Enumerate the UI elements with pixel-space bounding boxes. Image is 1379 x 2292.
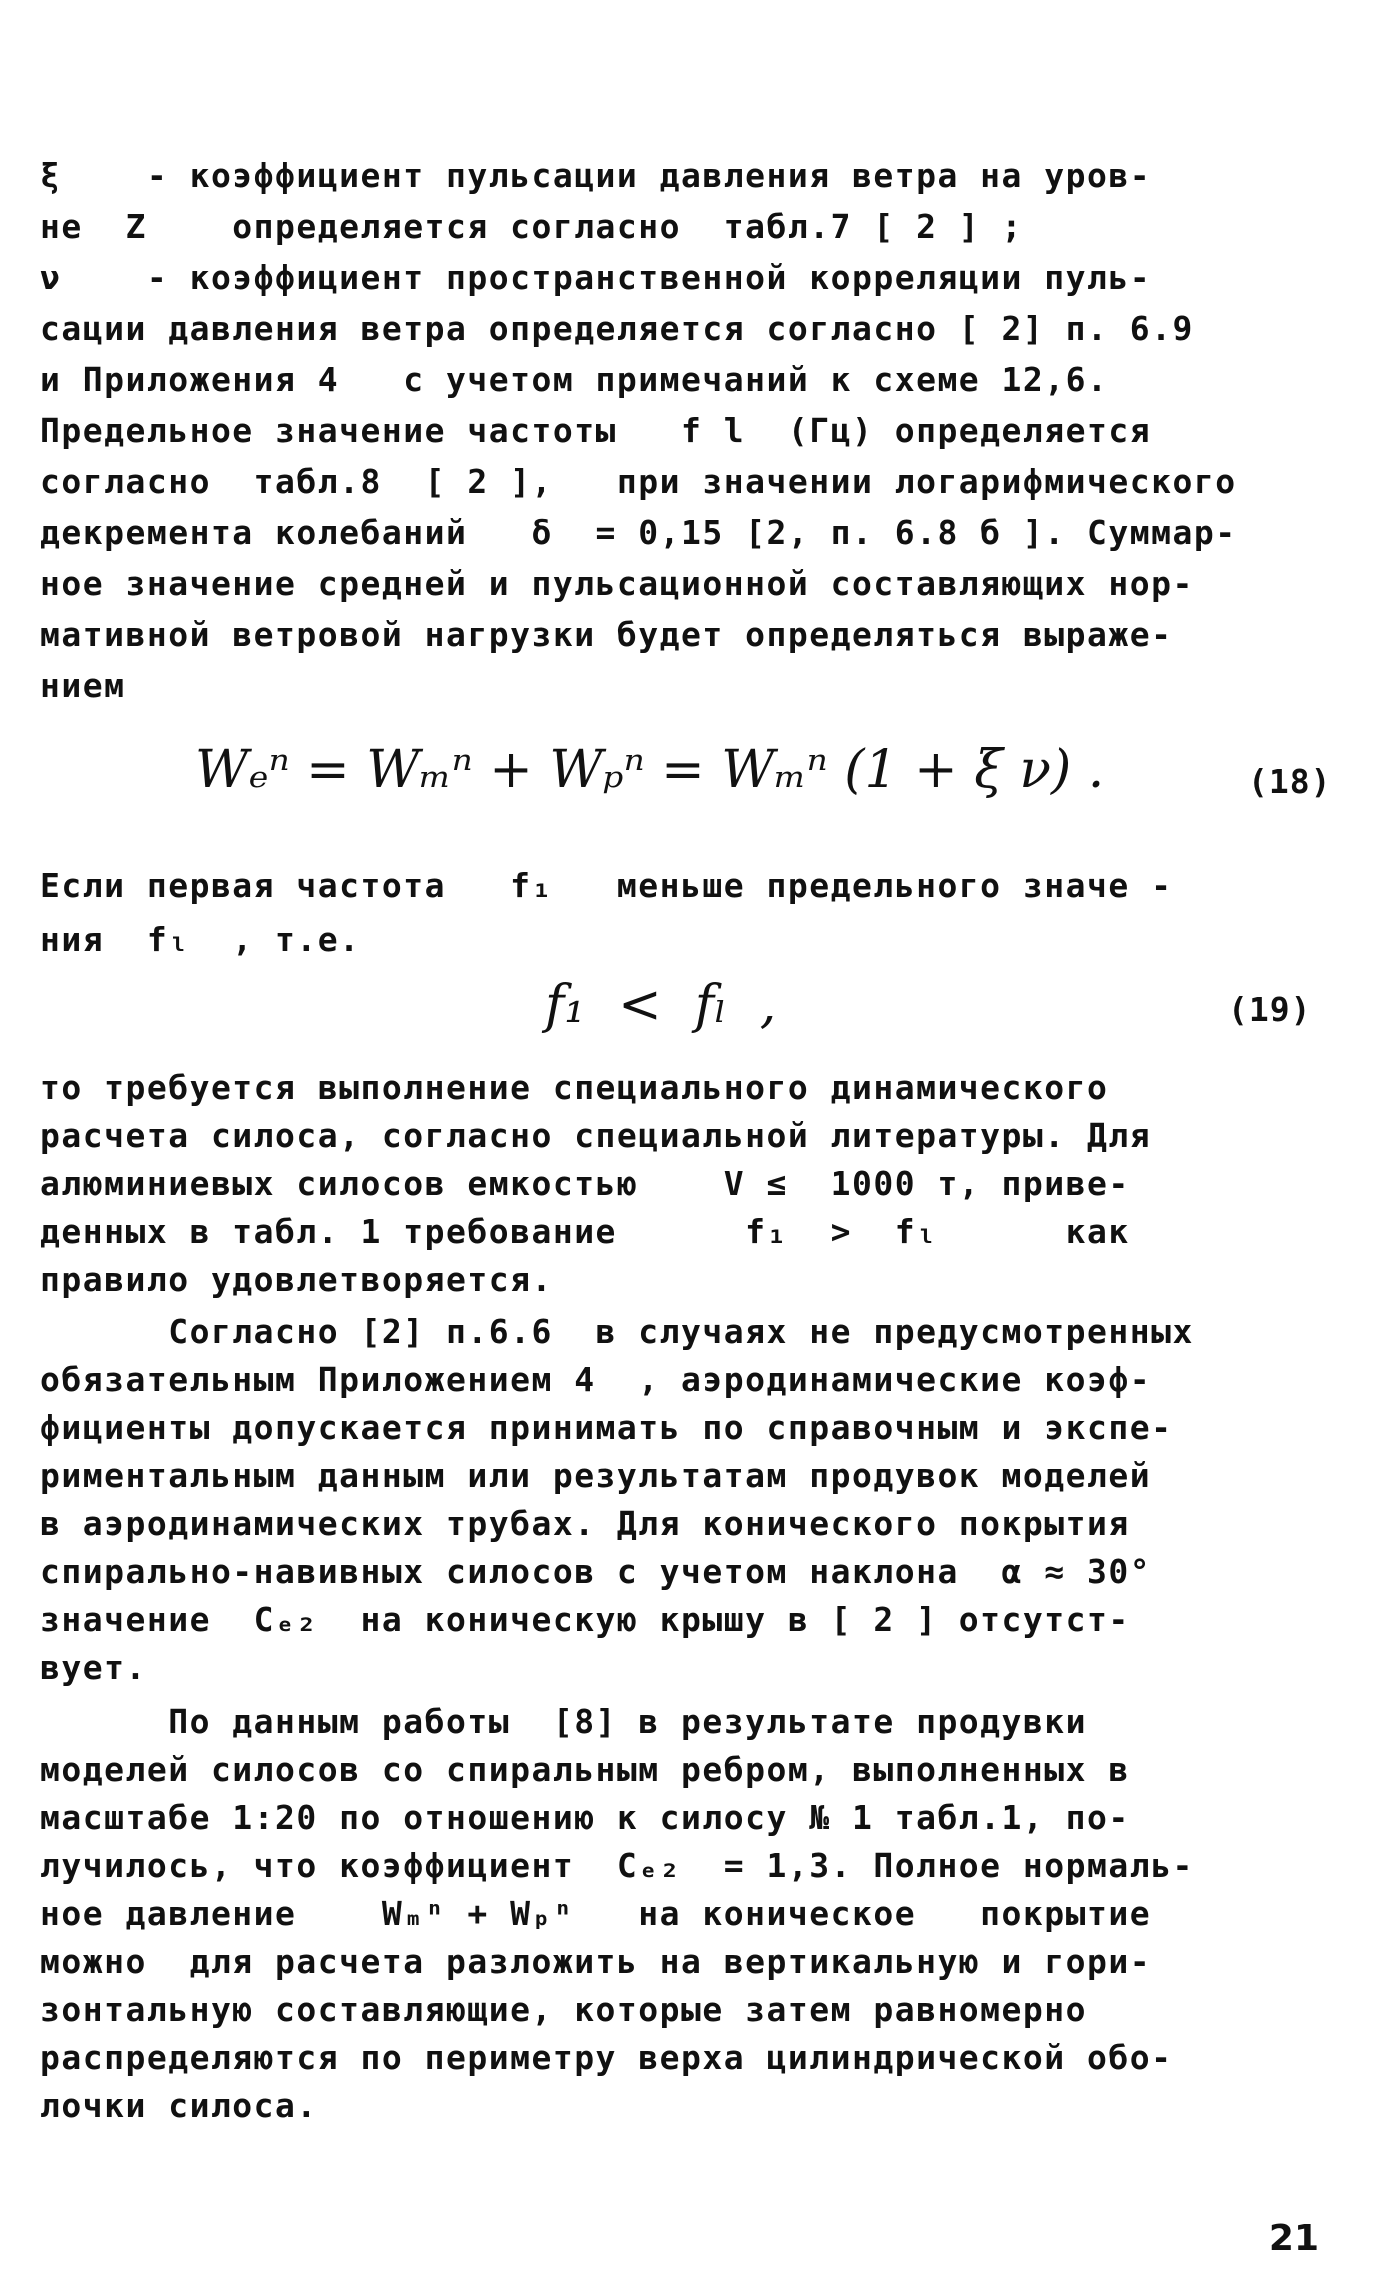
- text-line: в аэродинамических трубах. Для конического покрытия: [40, 1504, 1130, 1543]
- text-line: По данным работы [8] в результате продувки: [40, 1702, 1088, 1741]
- text-line: обязательным Приложением 4 , аэродинамические коэф-: [40, 1360, 1152, 1399]
- text-line: ξ - коэффициент пульсации давления ветра на уров-: [40, 156, 1152, 195]
- text-line: декремента колебаний δ = 0,15 [2, п. 6.8 б ]. Суммар-: [40, 513, 1237, 552]
- page-number: 21: [1268, 2218, 1319, 2259]
- text-line: спирально-навивных силосов с учетом наклона α ≈ 30°: [40, 1552, 1152, 1591]
- text-line: согласно табл.8 [ 2 ], при значении логарифмического: [40, 462, 1237, 501]
- text-line: ное давление Wₘⁿ + Wₚⁿ на коническое покрытие: [40, 1894, 1152, 1933]
- text-line: ния fₗ , т.е.: [40, 920, 361, 959]
- text-line: распределяются по периметру верха цилиндрической обо-: [40, 2038, 1173, 2077]
- text-line: масштабе 1:20 по отношению к силосу № 1 табл.1, по-: [40, 1798, 1130, 1837]
- text-line: Согласно [2] п.6.6 в случаях не предусмотренных: [40, 1312, 1194, 1351]
- text-line: фициенты допускается принимать по справочным и экспе-: [40, 1408, 1173, 1447]
- equation-number-18: (18): [1248, 762, 1332, 801]
- text-line: лучилось, что коэффициент Cₑ₂ = 1,3. Полное нормаль-: [40, 1846, 1194, 1885]
- text-line: моделей силосов со спиральным ребром, выполненных в: [40, 1750, 1130, 1789]
- text-line: не Z определяется согласно табл.7 [ 2 ] ;: [40, 207, 1023, 246]
- text-line: алюминиевых силосов емкостью V ≤ 1000 т, приве-: [40, 1164, 1130, 1203]
- equation-number-19: (19): [1228, 990, 1312, 1029]
- text-line: сации давления ветра определяется согласно [ 2] п. 6.9: [40, 309, 1194, 348]
- text-line: мативной ветровой нагрузки будет определяться выраже-: [40, 615, 1173, 654]
- text-line: вует.: [40, 1648, 147, 1687]
- text-line: лочки силоса.: [40, 2086, 318, 2125]
- text-line: риментальным данным или результатам продувок моделей: [40, 1456, 1152, 1495]
- text-line: ν - коэффициент пространственной корреляции пуль-: [40, 258, 1152, 297]
- text-line: можно для расчета разложить на вертикальную и гори-: [40, 1942, 1152, 1981]
- text-line: денных в табл. 1 требование f₁ > fₗ как: [40, 1212, 1130, 1251]
- text-line: зонтальную составляющие, которые затем равномерно: [40, 1990, 1088, 2029]
- formula-19: f₁ < fₗ ,: [545, 975, 777, 1035]
- text-line: Предельное значение частоты f l (Гц) определяется: [40, 411, 1152, 450]
- text-line: ное значение средней и пульсационной составляющих нор-: [40, 564, 1194, 603]
- text-line: значение Cₑ₂ на коническую крышу в [ 2 ] отсутст-: [40, 1600, 1130, 1639]
- text-line: расчета силоса, согласно специальной литературы. Для: [40, 1116, 1152, 1155]
- text-line: то требуется выполнение специального динамического: [40, 1068, 1109, 1107]
- formula-18: Wₑⁿ = Wₘⁿ + Wₚⁿ = Wₘⁿ (1 + ξ ν) .: [195, 740, 1105, 800]
- text-line: и Приложения 4 с учетом примечаний к схеме 12,6.: [40, 360, 1109, 399]
- text-line: правило удовлетворяется.: [40, 1260, 553, 1299]
- text-line: нием: [40, 666, 126, 705]
- text-line: Если первая частота f₁ меньше предельного значе -: [40, 866, 1173, 905]
